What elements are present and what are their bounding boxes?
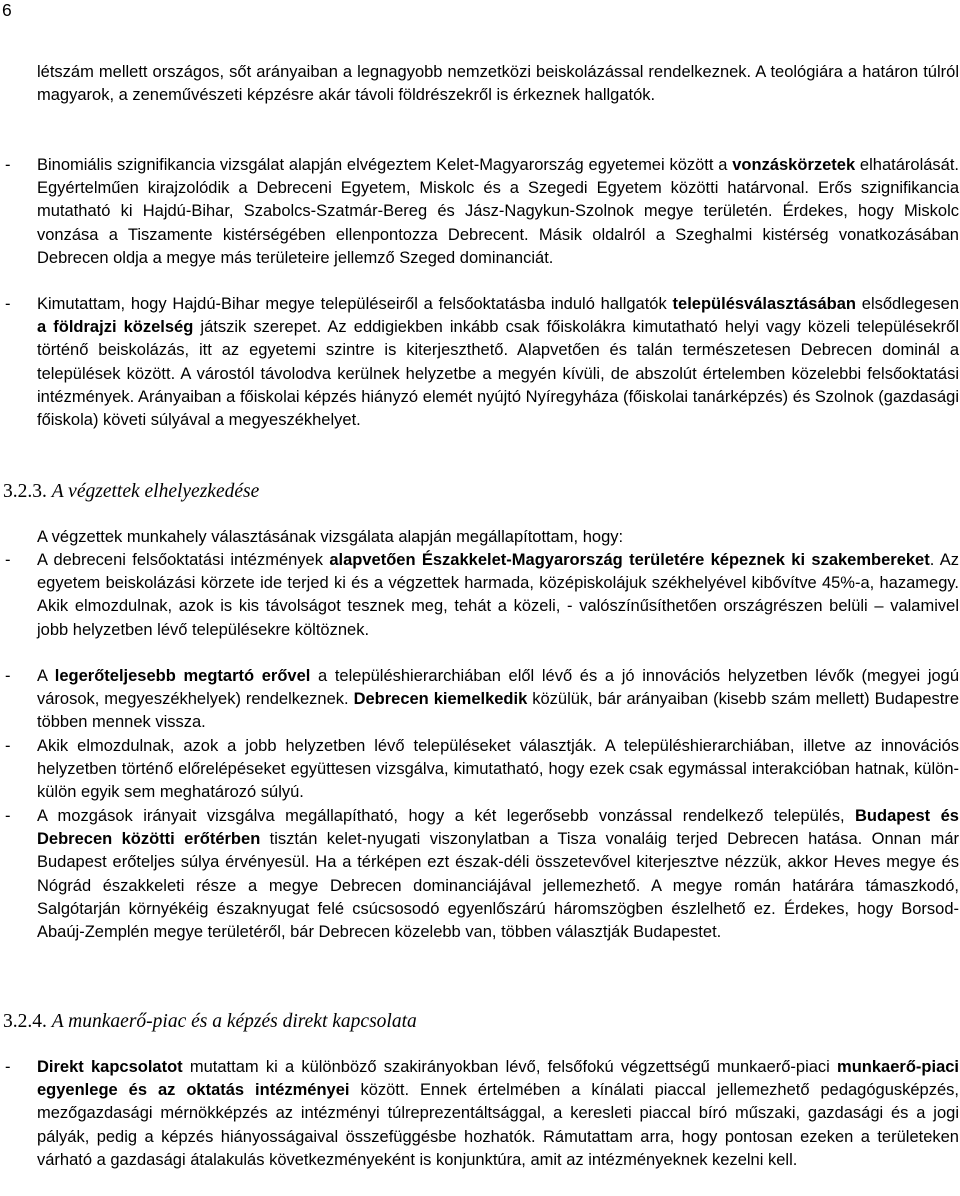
text-run: elhatárolását. Egyértelműen kirajzolódik a Debreceni Egyetem, Miskolc és a Szegedi Egyetem közötti határvonal. Erős szignifikancia mutatható ki Hajdú-Bihar, Szabolcs-Szatmár-Bereg és Jász-Nagykun-Szolnok megye területén. Érdekes, hogy Miskolc vonzása a Tiszamente kistérségében ellenpontozza Debrecent. Másik oldalról a Szeghalmi kistérség vonatkozásában Debrecen oldja a megye más területeire jellemző Szeged dominanciát. [37, 156, 960, 267]
bold-text: településválasztásában [672, 295, 856, 313]
list-item [5, 1056, 960, 1172]
list-item [5, 549, 960, 642]
text-run: a településhierarchiában elől lévő és a jó innovációs helyzetben lévők (megyei jogú városok, megyeszékhelyek) rendelkeznek. [37, 667, 960, 709]
section-intro: A végzettek munkahely választásának vizsgálata alapján megállapítottam, hogy: [37, 528, 624, 546]
bold-text: legerőteljesebb megtartó erővel [54, 667, 311, 685]
page-number: 6 [2, 0, 12, 20]
section-number: 3.2.3. [3, 481, 47, 502]
text-run: . Az egyetem beiskolázási körzete ide terjed ki és a végzettek harmada, középiskolájuk székhelyével kibővítve 45%-a, hazamegy. Akik elmozdulnak, azok is kis távolságot tesznek meg, tehát a közeli, - valószínűsíthetően országrészen belüli – valamivel jobb helyzetben lévő településekre költöznek. [37, 551, 960, 639]
list-dash: - [5, 667, 11, 685]
section-heading-324 [3, 1011, 417, 1033]
text-run: tisztán kelet-nyugati viszonylatban a Tisza vonaláig terjed Debrecen hatása. Onnan már Budapest erőteljes súlya érvényesül. Ha a térképen ezt észak-déli összetevővel kiterjesztve nézzük, akkor Heves megye és Nógrád északkeleti része a megye Debrecen dominanciájával jellemezhető. A megye román határára támaszkodó, Salgótarján környékéig északnyugat felé csúcsosodó egyenlőszárú háromszögben észlelhető ez. Érdekes, hogy Borsod-Abaúj-Zemplén megye területéről, bár Debrecen közelebb van, többen választják Budapestet. [37, 830, 959, 942]
text-run: között. Ennek értelmében a kínálati piaccal jellemezhető pedagógusképzés, mezőgazdasági mérnökképzés az intézményi túlreprezentáltsággal, a keresleti piaccal bíró műszaki, gazdasági és a jogi pályák, pedig a képzés hiányosságaival összefüggésbe hozhatók. Rámutattam arra, hogy pontosan ezeken a területeken várható a gazdasági átalakulás következményeként is konjunktúra, amit az intézményeknek kezelni kell. [37, 1081, 959, 1169]
text-run: Binomiális szignifikancia vizsgálat alapján elvégeztem Kelet-Magyarország egyetemei között a [37, 156, 733, 174]
bold-text: a földrajzi közelség [37, 318, 194, 337]
section-title: A végzettek elhelyezkedése [51, 481, 260, 502]
text-run: Kimutattam, hogy Hajdú-Bihar megye településeiről a felsőoktatásba induló hallgatók [37, 295, 673, 313]
intro-paragraph: létszám mellett országos, sőt arányaiban a legnagyobb nemzetközi beiskolázással rendelkeznek. A teológiára a határon túlról magyarok, a zeneművészeti képzésre akár távoli földrészekről is érkeznek hallgatók. [37, 63, 959, 105]
bold-text: alapvetően Északkelet-Magyarország területére képeznek ki szakembereket [329, 551, 930, 569]
list-item [5, 735, 959, 805]
section-heading-323 [3, 481, 259, 503]
text-run: A [37, 667, 55, 685]
list-dash: - [5, 156, 11, 174]
list-item [5, 293, 960, 432]
text-run: elsődlegesen [855, 295, 960, 313]
list-dash: - [5, 737, 11, 755]
list-dash: - [5, 295, 11, 313]
list-dash: - [5, 551, 11, 569]
text-run: Akik elmozdulnak, azok a jobb helyzetben lévő településeket választják. A településhierarchiában, illetve az innovációs helyzetben történő előrelépéseket együttesen vizsgálva, kimutatható, hogy ezek csak egymással interakcióban hatnak, külön-külön egyik sem meghatározó súlyú. [37, 737, 959, 802]
list-item [5, 154, 960, 270]
bold-text: munkaerő-piaci egyenlege és az oktatás intézményei [37, 1058, 960, 1100]
list-item [5, 805, 959, 944]
list-dash: - [5, 807, 11, 825]
bold-text: Budapest és Debrecen közötti erőtérben [37, 807, 959, 849]
text-run: A debreceni felsőoktatási intézmények [37, 551, 330, 569]
text-run: A mozgások irányait vizsgálva megállapítható, hogy a két legerősebb vonzással rendelkező település, [37, 807, 855, 825]
text-run: közülük, bár arányaiban (kisebb szám mellett) Budapestre többen mennek vissza. [37, 690, 959, 732]
list-dash: - [5, 1058, 11, 1076]
section-number: 3.2.4. [3, 1011, 47, 1032]
list-item [5, 665, 960, 735]
section-title: A munkaerő-piac és a képzés direkt kapcsolata [51, 1011, 417, 1032]
bold-text: vonzáskörzetek [732, 156, 856, 174]
text-run: mutattam ki a különböző szakirányokban lévő, felsőfokú végzettségű munkaerő-piaci [182, 1058, 838, 1076]
text-run: játszik szerepet. Az eddigiekben inkább csak főiskolákra kimutatható helyi vagy közeli településekről történő beiskolázás, itt az egyetemi szintre is kiterjeszthető. Alapvetően és talán természetesen Debrecen dominál a települések között. A várostól távolodva kerülnek helyzetbe a megyén kívüli, de abszolút értelemben közelebbi felsőoktatási intézmények. Arányaiban a főiskolai képzés hiányzó elemét nyújtó Nyíregyháza (főiskolai tanárképzés) és Szolnok (gazdasági főiskola) követi súlyával a megyeszékhelyet. [37, 318, 960, 430]
bold-text: Direkt kapcsolatot [37, 1058, 183, 1076]
bold-text: Debrecen kiemelkedik [353, 690, 528, 709]
